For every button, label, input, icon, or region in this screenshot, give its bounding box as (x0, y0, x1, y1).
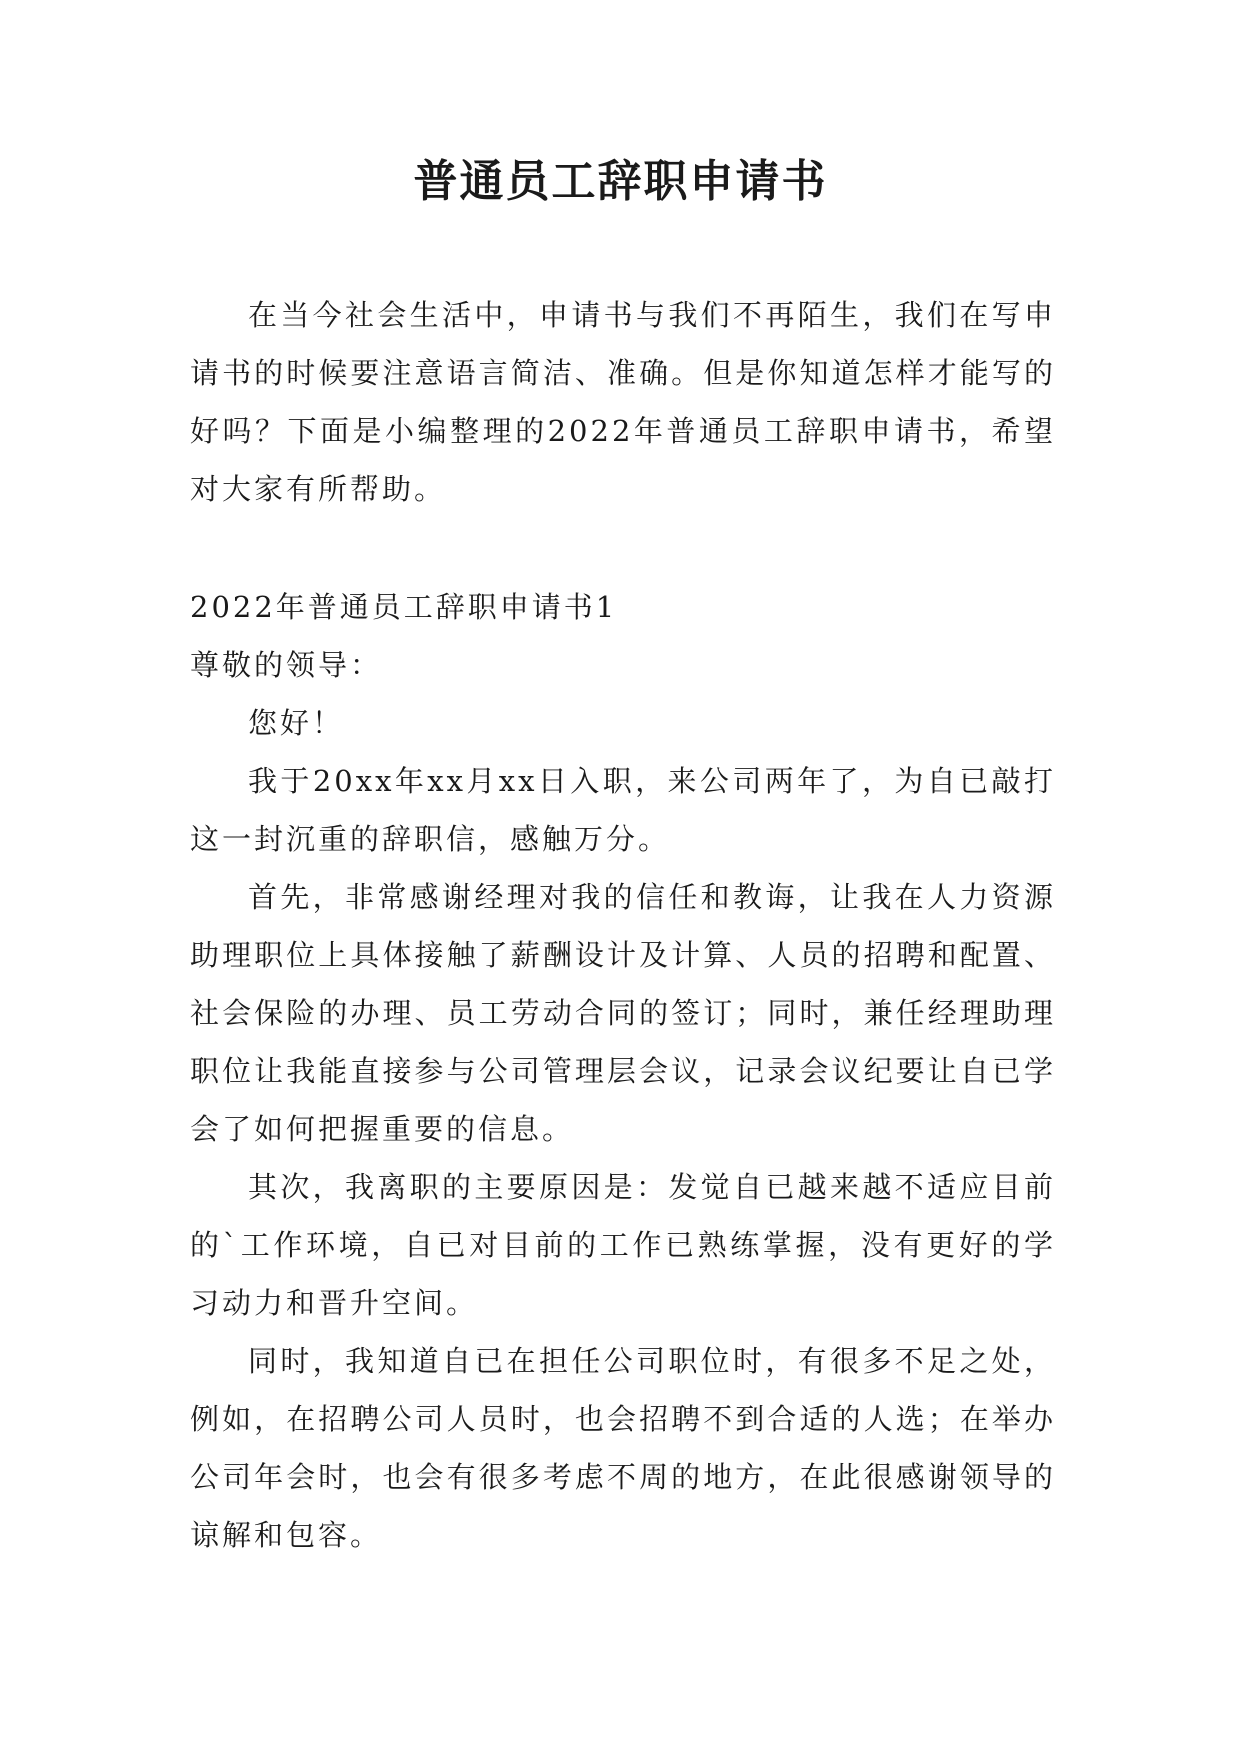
document-title: 普通员工辞职申请书 (413, 156, 828, 207)
body-paragraph-4: 同时，我知道自已在担任公司职位时，有很多不足之处，例如，在招聘公司人员时，也会招聘不到合适的人选；在举办公司年会时，也会有很多考虑不周的地方，在此很感谢领导的谅解和包容。 (190, 1344, 1056, 1552)
section-heading: 2022年普通员工辞职申请书1 (190, 590, 618, 624)
intro-block (190, 286, 1056, 518)
body-paragraph-2: 首先，非常感谢经理对我的信任和教诲，让我在人力资源助理职位上具体接触了薪酬设计及计算、人员的招聘和配置、社会保险的办理、员工劳动合同的签订；同时，兼任经理助理职位让我能直接参与公司管理层会议，记录会议纪要让自已学会了如何把握重要的信息。 (190, 880, 1056, 1146)
body-paragraph-1: 我于20xx年xx月xx日入职，来公司两年了，为自已敲打这一封沉重的辞职信，感触万分。 (190, 764, 1056, 856)
intro-paragraph: 在当今社会生活中，申请书与我们不再陌生，我们在写申请书的时候要注意语言简洁、准确。但是你知道怎样才能写的好吗？下面是小编整理的2022年普通员工辞职申请书，希望对大家有所帮助。 (190, 298, 1056, 506)
salutation: 尊敬的领导： (190, 648, 383, 682)
greeting: 您好！ (248, 706, 345, 740)
body-paragraph-3: 其次，我离职的主要原因是：发觉自已越来越不适应目前的`工作环境，自已对目前的工作已熟练掌握，没有更好的学习动力和晋升空间。 (190, 1170, 1056, 1320)
letter-block (190, 578, 1056, 1564)
